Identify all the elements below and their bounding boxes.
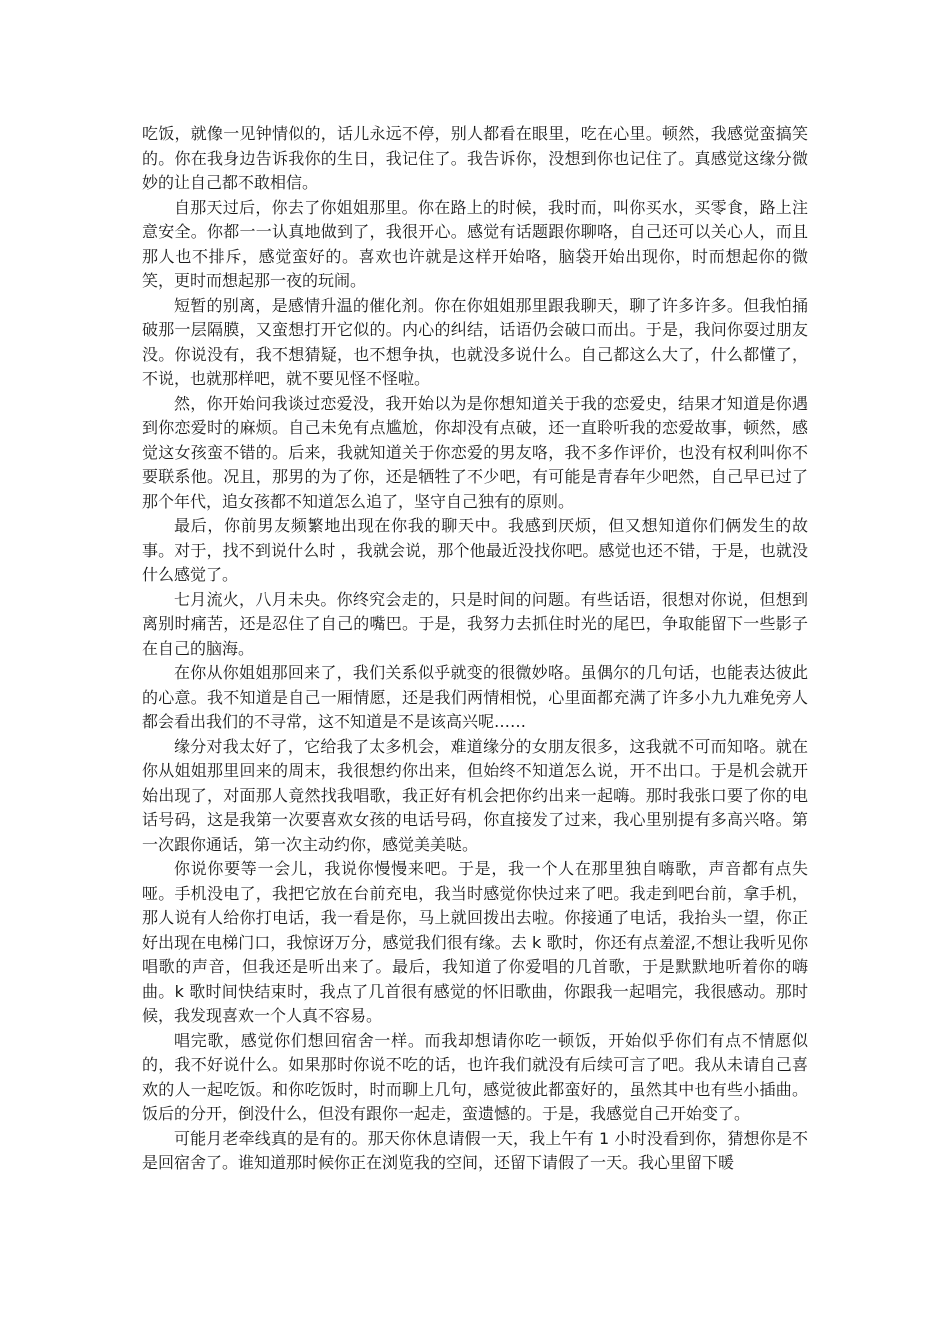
paragraph-1: 吃饭，就像一见钟情似的，话儿永远不停，别人都看在眼里，吃在心里。顿然，我感觉蛮搞笑的。你在我身边告诉我你的生日，我记住了。我告诉你，没想到你也记住了。真感觉这缘分微妙的让自己都不敢相信。 — [142, 124, 808, 192]
paragraph-4: 然，你开始问我谈过恋爱没，我开始以为是你想知道关于我的恋爱史，结果才知道是你遇到你恋爱时的麻烦。自己未免有点尴尬，你却没有点破，还一直聆听我的恋爱故事，顿然，感觉这女孩蛮不错的。后来，我就知道关于你恋爱的男友咯，我不多作评价，也没有权利叫你不要联系他。况且，那男的为了你，还是牺牲了不少吧，有可能是青春年少吧然，自己早已过了那个年代，追女孩都不知道怎么追了，坚守自己独有的原则。 — [142, 393, 808, 511]
paragraph-2: 自那天过后，你去了你姐姐那里。你在路上的时候，我时而，叫你买水，买零食，路上注意安全。你都一一认真地做到了，我很开心。感觉有话题跟你聊咯，自己还可以关心人，而且那人也不排斥，感觉蛮好的。喜欢也许就是这样开始咯，脑袋开始出现你，时而想起你的微笑，更时而想起那一夜的玩闹。 — [142, 197, 808, 290]
paragraph-3: 短暂的别离，是感情升温的催化剂。你在你姐姐那里跟我聊天，聊了许多许多。但我怕捅破那一层隔膜，又蛮想打开它似的。内心的纠结，话语仍会破口而出。于是，我问你耍过朋友没。你说没有，我不想猜疑，也不想争执，也就没多说什么。自己都这么大了，什么都懂了，不说，也就那样吧，就不要见怪不怪啦。 — [142, 295, 808, 388]
document-page — [142, 122, 808, 1176]
paragraph-6: 七月流火，八月未央。你终究会走的，只是时间的问题。有些话语，很想对你说，但想到离别时痛苦，还是忍住了自己的嘴巴。于是，我努力去抓住时光的尾巴，争取能留下一些影子在自己的脑海。 — [142, 589, 808, 658]
paragraph-11: 可能月老牵线真的是有的。那天你休息请假一天，我上午有 1 小时没看到你，猜想你是不是回宿舍了。谁知道那时候你正在浏览我的空间，还留下请假了一天。我心里留下暖 — [142, 1128, 808, 1172]
paragraph-9: 你说你要等一会儿，我说你慢慢来吧。于是，我一个人在那里独自嗨歌，声音都有点失哑。手机没电了，我把它放在台前充电，我当时感觉你快过来了吧。我走到吧台前，拿手机，那人说有人给你打电话，我一看是你，马上就回拨出去啦。你接通了电话，我抬头一望，你正好出现在电梯门口，我惊讶万分，感觉我们很有缘。去 k 歌时，你还有点羞涩,不想让我听见你唱歌的声音，但我还是听出来了。最后，我知道了你爱唱的几首歌，于是默默地听着你的嗨曲。k 歌时间快结束时，我点了几首很有感觉的怀旧歌曲，你跟我一起唱完，我很感动。那时候，我发现喜欢一个人真不容易。 — [142, 859, 808, 1025]
paragraph-8: 缘分对我太好了，它给我了太多机会，难道缘分的女朋友很多，这我就不可而知咯。就在你从姐姐那里回来的周末，我很想约你出来，但始终不知道怎么说，开不出口。于是机会就开始出现了，对面那人竟然找我唱歌，我正好有机会把你约出来一起嗨。那时我张口要了你的电话号码，这是我第一次要喜欢女孩的电话号码，你直接发了过来，我心里别提有多高兴咯。第一次跟你通话，第一次主动约你，感觉美美哒。 — [142, 736, 808, 854]
paragraph-10: 唱完歌，感觉你们想回宿舍一样。而我却想请你吃一顿饭，开始似乎你们有点不情愿似的，我不好说什么。如果那时你说不吃的话，也许我们就没有后续可言了吧。我从未请自己喜欢的人一起吃饭。和你吃饭时，时而聊上几句，感觉彼此都蛮好的，虽然其中也有些小插曲。饭后的分开，倒没什么，但没有跟你一起走，蛮遗憾的。于是，我感觉自己开始变了。 — [142, 1030, 808, 1123]
paragraph-7: 在你从你姐姐那回来了，我们关系似乎就变的很微妙咯。虽偶尔的几句话，也能表达彼此的心意。我不知道是自己一厢情愿，还是我们两情相悦，心里面都充满了许多小九九难免旁人都会看出我们的不寻常，这不知道是不是该高兴呢…… — [142, 663, 808, 731]
paragraph-5: 最后，你前男友频繁地出现在你我的聊天中。我感到厌烦，但又想知道你们俩发生的故事。对于，找不到说什么时 ，我就会说，那个他最近没找你吧。感觉也还不错，于是，也就没什么感觉了。 — [142, 516, 808, 584]
